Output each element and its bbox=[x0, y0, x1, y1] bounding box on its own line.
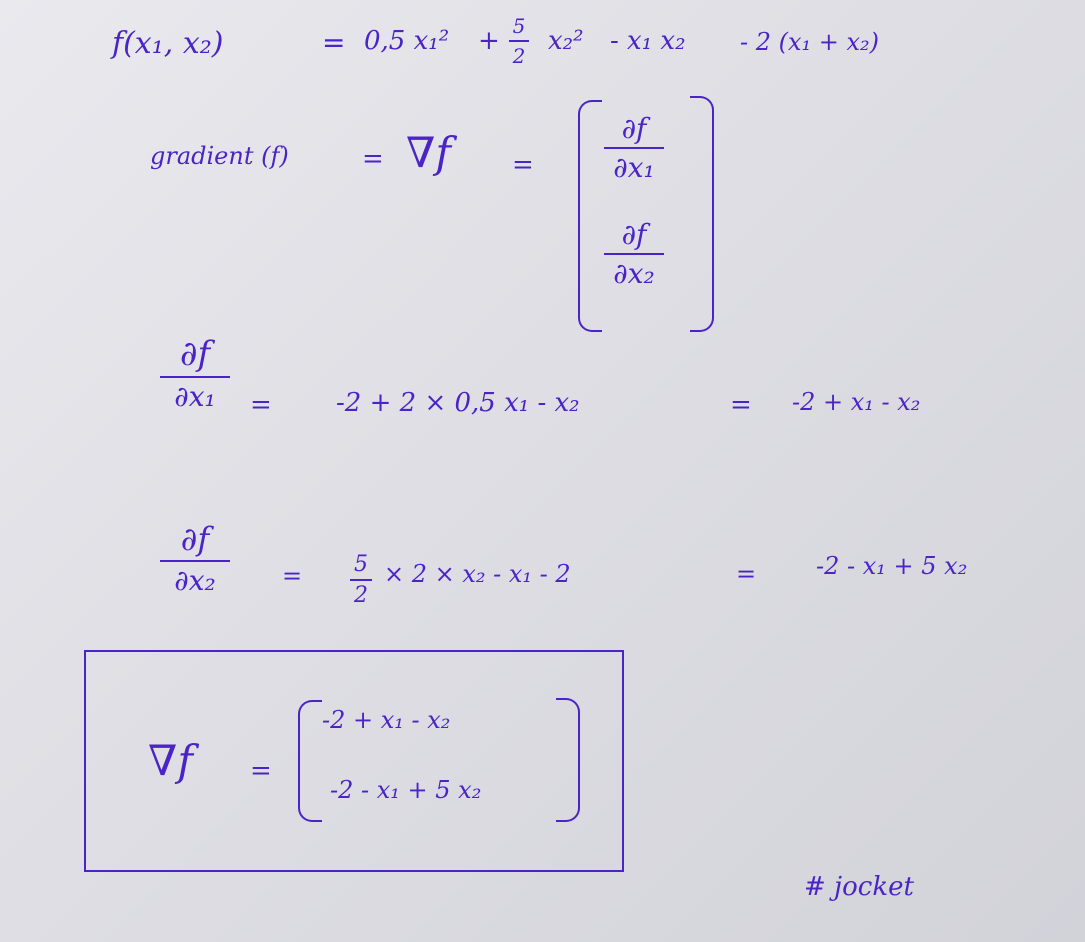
nabla-f: ∇f bbox=[406, 128, 451, 177]
equals-sign: = bbox=[322, 26, 346, 59]
fraction-bar bbox=[350, 579, 372, 581]
result-row-2: -2 - x₁ + 5 x₂ bbox=[330, 776, 482, 804]
nabla-f: ∇f bbox=[148, 736, 193, 785]
fraction-bar bbox=[160, 376, 230, 378]
partial-denominator: ∂x₁ bbox=[174, 380, 216, 413]
term-linear: - 2 (x₁ + x₂) bbox=[740, 28, 880, 56]
partial-numerator: ∂f bbox=[621, 112, 647, 145]
term-x1-x2: - x₁ x₂ bbox=[610, 26, 686, 56]
partial-denominator: ∂x₂ bbox=[613, 257, 655, 290]
signature-hashtag: # jocket bbox=[804, 872, 914, 902]
fraction-numerator: 5 bbox=[512, 14, 526, 38]
fraction-bar bbox=[604, 147, 664, 149]
equals-sign: = bbox=[512, 150, 534, 180]
fraction-five-halves bbox=[344, 552, 378, 608]
vector-right-bracket bbox=[690, 96, 714, 332]
equals-sign: = bbox=[282, 562, 303, 590]
partial-denominator: ∂x₁ bbox=[613, 151, 655, 184]
equals-sign: = bbox=[730, 390, 752, 420]
equals-sign: = bbox=[250, 390, 272, 420]
term-half-x1-squared: 0,5 x₁² bbox=[364, 26, 450, 56]
fraction-bar bbox=[509, 40, 529, 42]
vector-entry-df-dx1 bbox=[594, 112, 674, 184]
term-x2-squared: x₂² bbox=[548, 26, 584, 56]
fraction-numerator: 5 bbox=[354, 552, 368, 577]
equals-sign: = bbox=[362, 144, 384, 174]
partial-x1-result: -2 + x₁ - x₂ bbox=[792, 388, 921, 416]
result-right-bracket bbox=[556, 698, 580, 822]
partial-denominator: ∂x₂ bbox=[174, 564, 216, 597]
partial-x2-expression: × 2 × x₂ - x₁ - 2 bbox=[384, 560, 571, 588]
partial-x2-result: -2 - x₁ + 5 x₂ bbox=[816, 552, 968, 580]
partial-df-dx2 bbox=[150, 520, 240, 597]
fraction-five-halves bbox=[504, 14, 534, 68]
partial-x1-expression: -2 + 2 × 0,5 x₁ - x₂ bbox=[336, 388, 580, 418]
fraction-bar bbox=[604, 253, 664, 255]
plus-sign: + bbox=[478, 26, 500, 56]
vector-entry-df-dx2 bbox=[594, 218, 674, 290]
partial-numerator: ∂f bbox=[179, 334, 211, 374]
function-lhs: f(x₁, x₂) bbox=[112, 26, 224, 61]
fraction-bar bbox=[160, 560, 230, 562]
result-left-bracket bbox=[298, 700, 322, 822]
equals-sign: = bbox=[736, 560, 757, 588]
gradient-label: gradient (f) bbox=[150, 142, 289, 170]
equals-sign: = bbox=[250, 756, 272, 786]
fraction-denominator: 2 bbox=[512, 44, 526, 68]
fraction-denominator: 2 bbox=[354, 583, 368, 608]
partial-df-dx1 bbox=[150, 334, 240, 413]
result-row-1: -2 + x₁ - x₂ bbox=[322, 706, 451, 734]
partial-numerator: ∂f bbox=[621, 218, 647, 251]
partial-numerator: ∂f bbox=[180, 520, 210, 558]
